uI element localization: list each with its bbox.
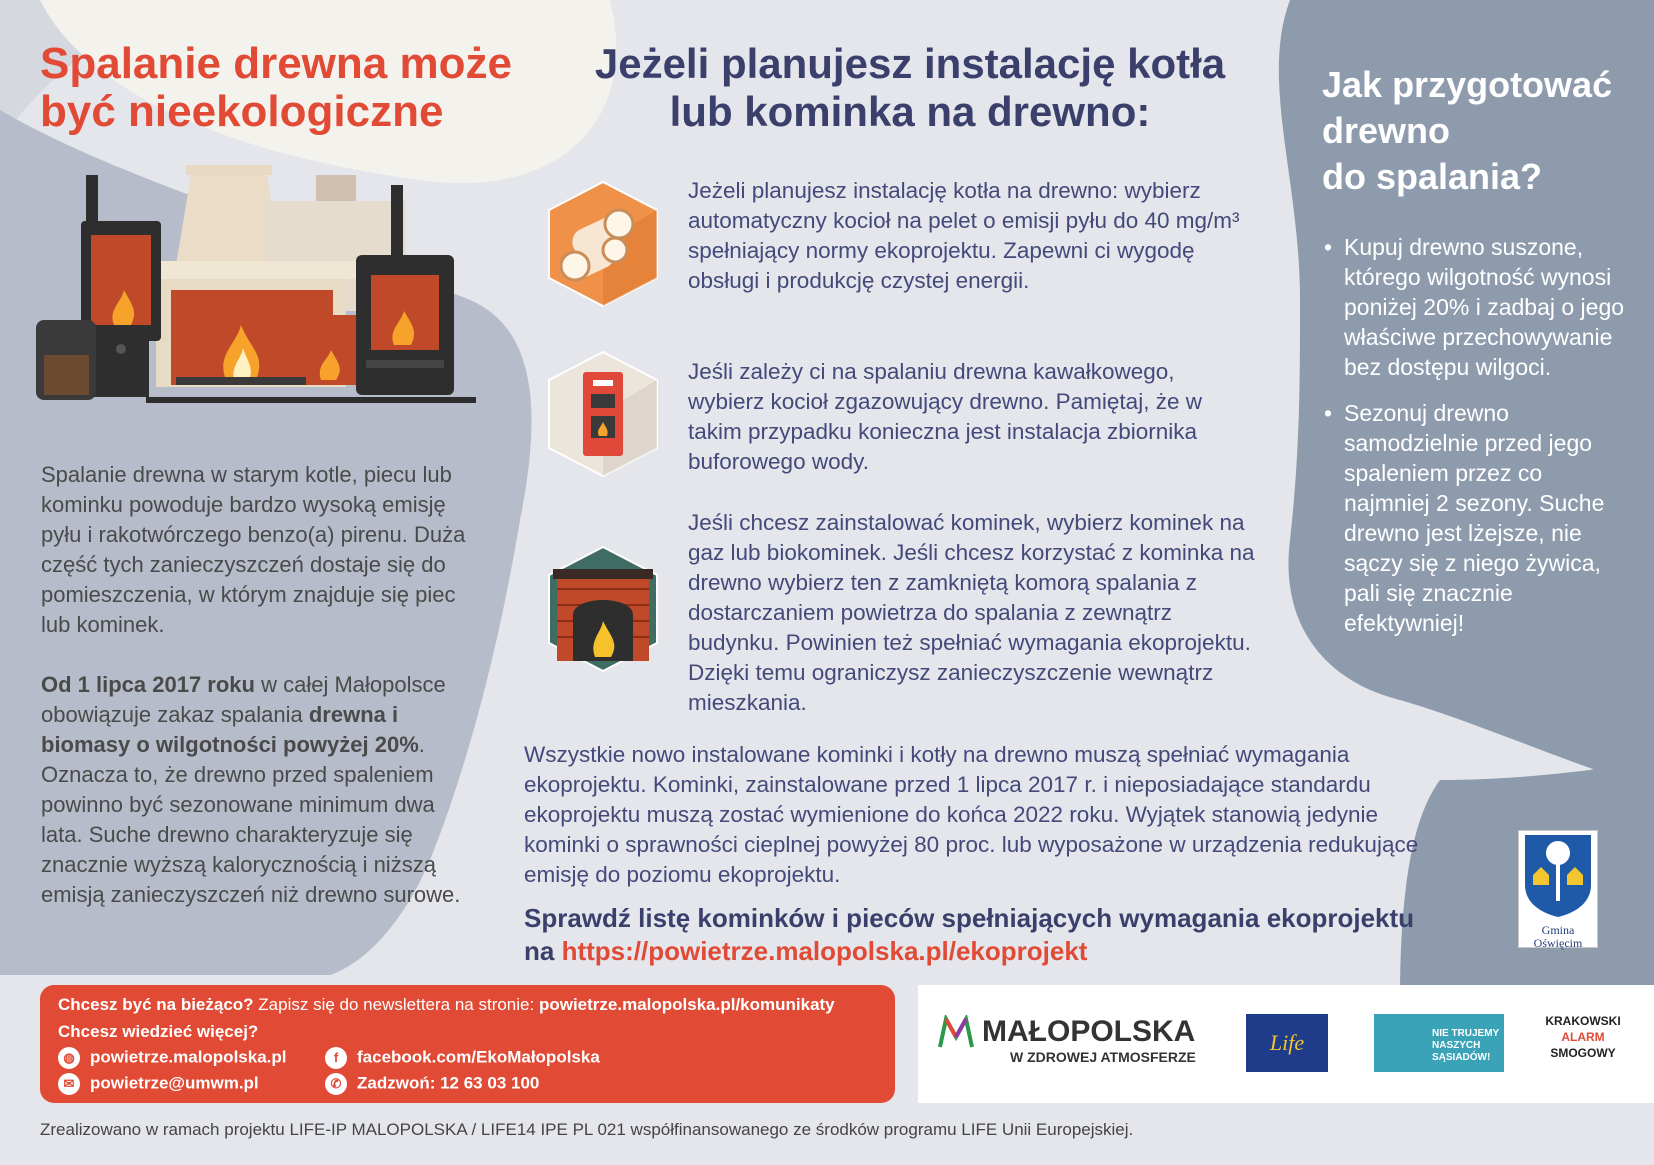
ban-condition: drewna i biomasy o wilgotności powyżej 20% — [41, 702, 419, 757]
stoves-illustration — [36, 165, 486, 425]
tip-fireplace: Jeśli chcesz zainstalować kominek, wybierz kominek na gaz lub biokominek. Jeśli chcesz korzystać z kominka na drewno wybierz ten z zamkniętą komorą spalania z dostarczaniem powietrza do spalania z zewnątrz budynku. Powinien też spełniać wymagania ekoprojektu. Dzięki temu ograniczysz zanieczyszczenie wewnątrz mieszkania. — [688, 510, 1255, 715]
newsletter-text: Zapisz się do newslettera na stronie: — [253, 995, 539, 1014]
fireplace-icon — [539, 545, 667, 673]
middle-title-line2: lub kominka na drewno: — [669, 88, 1151, 135]
malopolska-m-icon — [938, 1015, 974, 1051]
phone-contact[interactable] — [325, 1073, 539, 1095]
cta-prefix: na — [524, 936, 562, 966]
newsletter-link[interactable]: powietrze.malopolska.pl/komunikaty — [538, 995, 835, 1014]
malopolska-name: MAŁOPOLSKA — [982, 1015, 1196, 1048]
wood-prep-list — [1322, 232, 1632, 654]
ecodesign-cta — [524, 902, 1444, 968]
cta-line1: Sprawdź listę kominków i pieców spełniających wymagania ekoprojektu — [524, 903, 1415, 933]
gmina-crest — [1518, 830, 1598, 948]
left-paragraph-2 — [41, 670, 481, 910]
nie-trujemy-line1: NIE TRUJEMY — [1432, 1028, 1500, 1039]
facebook-icon: f — [325, 1047, 347, 1069]
right-title — [1322, 62, 1642, 200]
nie-trujemy-logo — [1374, 1014, 1504, 1072]
ecodesign-link[interactable]: https://powietrze.malopolska.pl/ekoprojekt — [561, 936, 1088, 966]
boiler-icon — [539, 350, 667, 478]
crest-label-1: Gmina — [1541, 923, 1575, 937]
mail-icon: ✉ — [58, 1073, 80, 1095]
malopolska-tagline: W ZDROWEJ ATMOSFERZE — [1010, 1049, 1196, 1065]
krakowski-line1: KRAKOWSKI — [1545, 1014, 1621, 1028]
globe-icon: ◍ — [58, 1047, 80, 1069]
middle-title-line1: Jeżeli planujesz instalację kotła — [594, 40, 1226, 87]
newsletter-line — [58, 995, 835, 1015]
web-contact[interactable] — [58, 1047, 287, 1069]
left-title-line2: być nieekologiczne — [40, 87, 444, 136]
wood-logs-icon — [539, 180, 667, 308]
cta-line2 — [524, 935, 1444, 968]
facebook-contact[interactable] — [325, 1047, 600, 1069]
right-title-line3: do spalania? — [1322, 156, 1543, 197]
left-title — [40, 40, 560, 136]
nie-trujemy-line2: NASZYCH — [1432, 1040, 1481, 1051]
more-info-question: Chcesz wiedzieć więcej? — [58, 1022, 259, 1041]
tip-pellet-boiler: Jeżeli planujesz instalację kotła na drewno: wybierz automatyczny kocioł na pelet o emisji pyłu do 40 mg/m³ spełniający normy ekoprojektu. Zapewni ci wygodę obsługi i produkcję czystej energii. — [688, 178, 1240, 293]
footer-note: Zrealizowano w ramach projektu LIFE-IP MALOPOLSKA / LIFE14 IPE PL 021 współfinansowanego ze środków programu LIFE Unii Europejskiej. — [40, 1120, 1134, 1139]
newsletter-question: Chcesz być na bieżąco? — [58, 995, 254, 1014]
tip-gasification-boiler: Jeśli zależy ci na spalaniu drewna kawałkowego, wybierz kocioł zgazowujący drewno. Pamiętaj, że w takim przypadku konieczna jest instalacja zbiornika buforowego wody. — [688, 359, 1202, 474]
left-title-line1: Spalanie drewna może — [40, 39, 512, 88]
contact-box — [40, 985, 895, 1103]
krakowski-line2: ALARM — [1561, 1030, 1605, 1044]
list-item: • Sezonuj drewno samodzielnie przed jego spaleniem przez co najmniej 2 sezony. Suche drewno jest lżejsze, nie sączy się z niego żywica, pali się znacznie efektywniej! — [1322, 398, 1632, 638]
email-contact[interactable] — [58, 1073, 259, 1095]
krakowski-alarm-logo — [1543, 1013, 1623, 1073]
more-info-line — [58, 1022, 258, 1042]
facebook-link[interactable]: facebook.com/EkoMałopolska — [357, 1047, 600, 1067]
list-item: • Kupuj drewno suszone, którego wilgotność wynosi poniżej 20% i zadbaj o jego właściwe przechowywanie bez dostępu wilgoci. — [1322, 232, 1632, 382]
web-link[interactable]: powietrze.malopolska.pl — [90, 1047, 287, 1067]
phone-number[interactable]: Zadzwoń: 12 63 03 100 — [357, 1073, 540, 1093]
left-paragraph-1: Spalanie drewna w starym kotle, piecu lub kominku powoduje bardzo wysoką emisję pyłu i rakotwórczego benzo(a) pirenu. Duża część tych zanieczyszczeń dostaje się do pomieszczenia, w którym znajduje się piec lub kominek. — [41, 462, 466, 637]
email-link[interactable]: powietrze@umwm.pl — [90, 1073, 259, 1093]
ban-date: Od 1 lipca 2017 roku — [41, 672, 255, 697]
krakowski-line3: SMOGOWY — [1550, 1046, 1616, 1060]
left-paragraph-2-text1: w całej Małopolsce obowiązuje zakaz spalania — [41, 672, 446, 727]
phone-icon: ✆ — [325, 1073, 347, 1095]
left-paragraph-2-text2: . Oznacza to, że drewno przed spaleniem powinno być sezonowane minimum dwa lata. Suche drewno charakteryzuje się znacznie wyższą kalorycznością i niższą emisją zanieczyszczeń niż drewno surowe. — [41, 732, 461, 907]
right-title-line1: Jak przygotować — [1322, 64, 1613, 105]
crest-label-2: Oświęcim — [1533, 936, 1583, 950]
left-body — [41, 460, 481, 910]
crest-shield-icon — [1519, 831, 1597, 919]
eu-life-logo: Life — [1246, 1014, 1328, 1072]
ecodesign-summary: Wszystkie nowo instalowane kominki i kotły na drewno muszą spełniać wymagania ekoprojektu. Kominki, zainstalowane przed 1 lipca 2017 r. i nieposiadające standardu ekoprojektu muszą zostać wymienione do końca 2022 roku. Wyjątek stanowią jedynie kominki o sprawności cieplnej powyżej 80 proc. lub wyposażone w urządzenia redukujące emisję do poziomu ekoprojektu. — [524, 742, 1419, 887]
middle-title — [560, 40, 1260, 136]
right-title-line2: drewno — [1322, 110, 1451, 151]
partner-logos — [918, 985, 1654, 1103]
nie-trujemy-line3: SĄSIADÓW! — [1432, 1052, 1491, 1063]
